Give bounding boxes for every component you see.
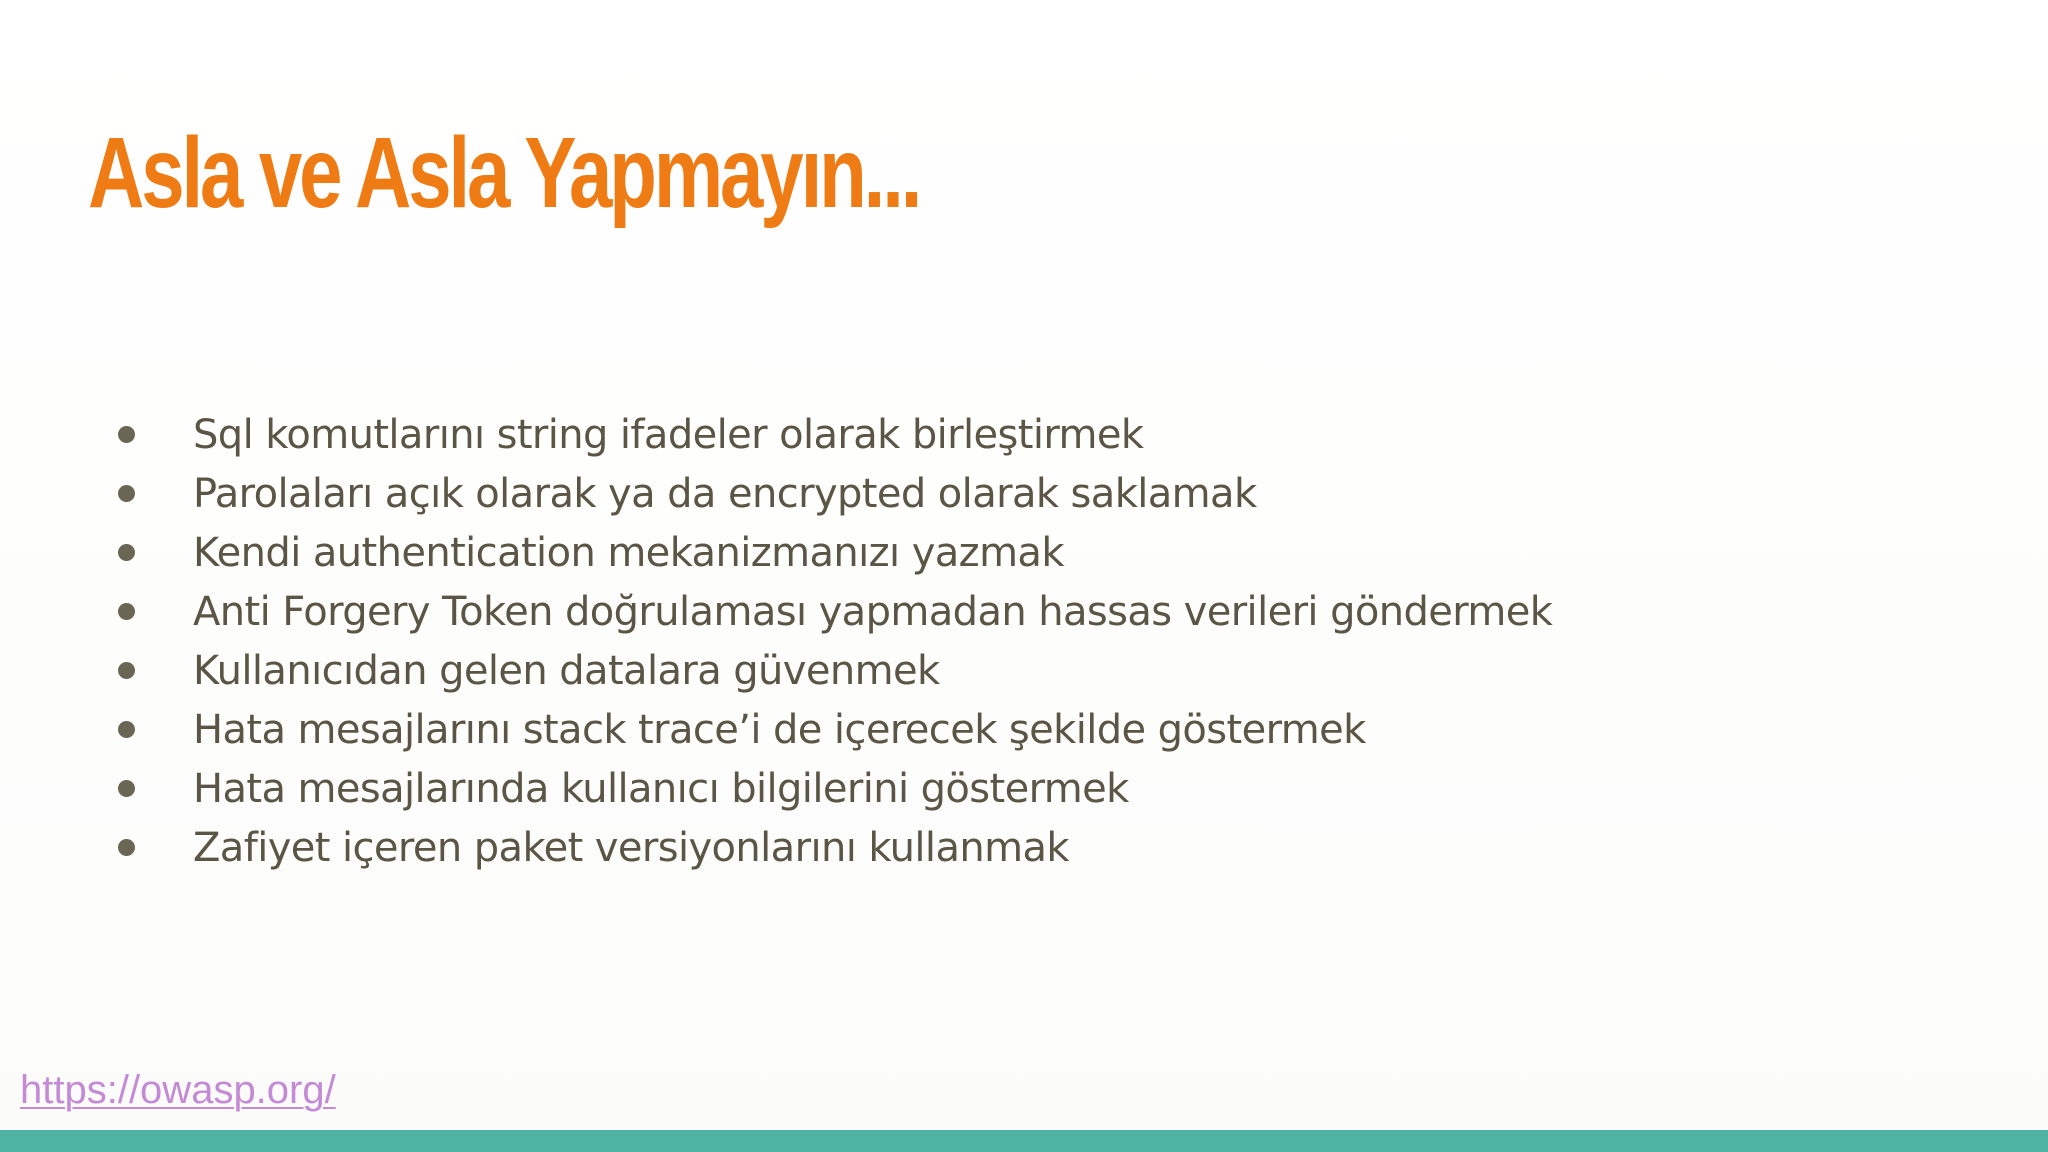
bullet-dot-icon <box>118 485 135 502</box>
owasp-link[interactable]: https://owasp.org/ <box>20 1068 336 1112</box>
bullet-text: Hata mesajlarında kullanıcı bilgilerini göstermek <box>193 765 1129 812</box>
bullet-item <box>118 405 1552 464</box>
bullet-item <box>118 641 1552 700</box>
bullet-item <box>118 700 1552 759</box>
bullet-list <box>118 405 1552 877</box>
bullet-dot-icon <box>118 721 135 738</box>
bullet-dot-icon <box>118 780 135 797</box>
bullet-text: Hata mesajlarını stack trace’i de içerecek şekilde göstermek <box>193 706 1366 753</box>
bullet-text: Parolaları açık olarak ya da encrypted olarak saklamak <box>193 470 1257 517</box>
bullet-item <box>118 464 1552 523</box>
bullet-text: Zafiyet içeren paket versiyonlarını kullanmak <box>193 824 1069 871</box>
bullet-dot-icon <box>118 426 135 443</box>
bullet-text: Kullanıcıdan gelen datalara güvenmek <box>193 647 940 694</box>
bullet-item <box>118 818 1552 877</box>
footer-accent-bar <box>0 1130 2048 1152</box>
bullet-item <box>118 582 1552 641</box>
bullet-dot-icon <box>118 662 135 679</box>
bullet-dot-icon <box>118 839 135 856</box>
bullet-dot-icon <box>118 544 135 561</box>
bullet-text: Anti Forgery Token doğrulaması yapmadan hassas verileri göndermek <box>193 588 1553 635</box>
bullet-item <box>118 523 1552 582</box>
bullet-text: Sql komutlarını string ifadeler olarak birleştirmek <box>193 411 1144 458</box>
slide-title: Asla ve Asla Yapmayın... <box>88 117 920 229</box>
bullet-dot-icon <box>118 603 135 620</box>
bullet-text: Kendi authentication mekanizmanızı yazmak <box>193 529 1064 576</box>
bullet-item <box>118 759 1552 818</box>
